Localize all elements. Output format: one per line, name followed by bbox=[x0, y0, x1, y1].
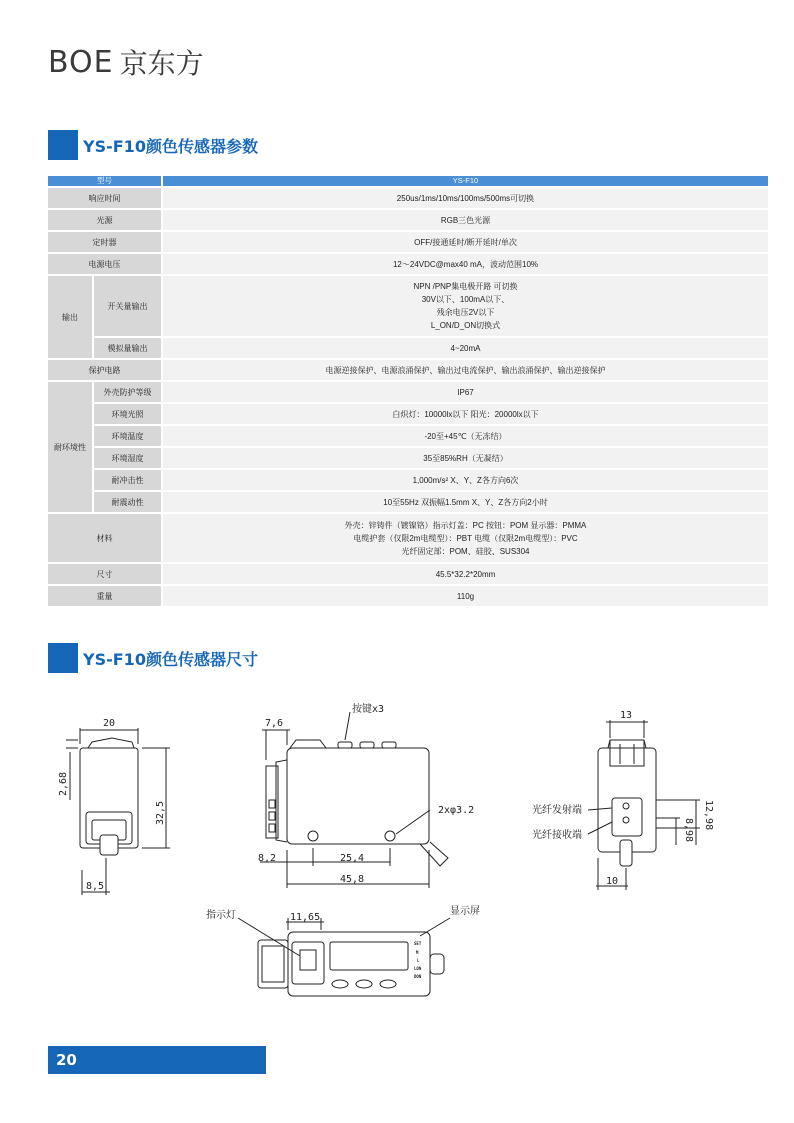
spec-label: 重量 bbox=[48, 586, 161, 606]
spec-value: 10至55Hz 双振幅1.5mm X、Y、Z各方向2小时 bbox=[163, 492, 768, 512]
dim-side-b: 25,4 bbox=[340, 853, 365, 864]
back-view-drawing bbox=[588, 720, 700, 890]
section-heading-params bbox=[48, 130, 258, 160]
table-row bbox=[48, 448, 768, 468]
spec-value-line: 外壳：锌铸件（镀镍铬）指示灯盖：PC 按钮：POM 显示器：PMMA bbox=[344, 520, 587, 530]
key-label: LON bbox=[414, 966, 422, 971]
key-label: SET bbox=[414, 941, 422, 946]
label-holes: 2xφ3.2 bbox=[438, 805, 475, 816]
dim-back-width: 13 bbox=[620, 710, 633, 721]
label-fiber-emit: 光纤发射端 bbox=[532, 805, 582, 816]
spec-value: 110g bbox=[163, 586, 768, 606]
key-label: DON bbox=[414, 974, 422, 979]
dim-front-width: 20 bbox=[103, 718, 116, 729]
spec-value: 250us/1ms/10ms/100ms/500ms可切换 bbox=[163, 188, 768, 208]
spec-value bbox=[163, 276, 768, 336]
spec-value: 35至85%RH（无凝结） bbox=[163, 448, 768, 468]
brand-logo bbox=[48, 44, 204, 80]
spec-value: 4~20mA bbox=[163, 338, 768, 358]
spec-value: 电源逆接保护、电源浪涌保护、输出过电流保护、输出浪涌保护、输出逆接保护 bbox=[163, 360, 768, 380]
spec-sublabel: 耐震动性 bbox=[94, 492, 161, 512]
label-fiber-recv: 光纤接收端 bbox=[532, 830, 582, 841]
label-display: 显示屏 bbox=[450, 906, 480, 917]
table-row bbox=[48, 338, 768, 358]
spec-value-line: 残余电压2V以下 bbox=[436, 308, 495, 317]
spec-value: RGB三色光源 bbox=[163, 210, 768, 230]
spec-label: 尺寸 bbox=[48, 564, 161, 584]
table-row bbox=[48, 276, 768, 336]
table-row bbox=[48, 188, 768, 208]
dimension-drawings bbox=[0, 680, 794, 1010]
dim-side-t: 7,6 bbox=[265, 718, 284, 729]
dim-back-bottom: 10 bbox=[606, 876, 619, 887]
spec-value: IP67 bbox=[163, 382, 768, 402]
dim-side-c: 45,8 bbox=[340, 874, 365, 885]
top-view-drawing bbox=[238, 918, 450, 996]
section-marker bbox=[48, 643, 78, 673]
spec-sublabel: 开关量输出 bbox=[94, 276, 161, 336]
spec-label: 光源 bbox=[48, 210, 161, 230]
table-row bbox=[48, 514, 768, 562]
table-row bbox=[48, 470, 768, 490]
table-row bbox=[48, 360, 768, 380]
dim-top-d: 11,65 bbox=[290, 912, 321, 923]
label-buttons: 按键x3 bbox=[352, 704, 385, 715]
spec-header-row bbox=[48, 176, 768, 186]
spec-label: 保护电路 bbox=[48, 360, 161, 380]
spec-sublabel: 外壳防护等级 bbox=[94, 382, 161, 402]
spec-label: 耐环境性 bbox=[48, 382, 92, 512]
spec-value-line: 30V以下、100mA以下、 bbox=[421, 295, 510, 304]
spec-sublabel: 模拟量输出 bbox=[94, 338, 161, 358]
section-heading-dims bbox=[48, 643, 258, 673]
dim-front-top: 2,68 bbox=[58, 771, 69, 796]
spec-value: 白炽灯：10000lx以下 阳光：20000lx以下 bbox=[163, 404, 768, 424]
brand-logo-cn: 京东方 bbox=[119, 47, 204, 80]
spec-header-value: YS-F10 bbox=[163, 176, 768, 186]
table-row bbox=[48, 232, 768, 252]
table-row bbox=[48, 492, 768, 512]
spec-label: 电源电压 bbox=[48, 254, 161, 274]
brand-logo-en: BOE bbox=[48, 44, 114, 80]
spec-sublabel: 环境温度 bbox=[94, 426, 161, 446]
dim-back-h1: 12,98 bbox=[703, 800, 714, 831]
spec-value-line: NPN /PNP集电极开路 可切换 bbox=[413, 282, 518, 291]
spec-label: 材料 bbox=[48, 514, 161, 562]
spec-value: 12～24VDC@max40 mA，波动范围10% bbox=[163, 254, 768, 274]
spec-value bbox=[163, 514, 768, 562]
spec-header-label: 型号 bbox=[48, 176, 161, 186]
spec-value-line: L_ON/D_ON切换式 bbox=[430, 321, 501, 330]
dim-side-a: 8,2 bbox=[258, 853, 277, 864]
dim-back-h2: 8,98 bbox=[683, 818, 694, 843]
table-row bbox=[48, 404, 768, 424]
spec-sublabel: 环境光照 bbox=[94, 404, 161, 424]
table-row bbox=[48, 382, 768, 402]
key-label: M bbox=[416, 950, 419, 955]
table-row bbox=[48, 426, 768, 446]
spec-value: OFF/接通延时/断开延时/单次 bbox=[163, 232, 768, 252]
spec-value: -20至+45℃（无冻结） bbox=[163, 426, 768, 446]
table-row bbox=[48, 586, 768, 606]
spec-value: 1,000m/s² X、Y、Z各方向6次 bbox=[163, 470, 768, 490]
section-title-params: YS-F10颜色传感器参数 bbox=[83, 136, 258, 156]
table-row bbox=[48, 210, 768, 230]
spec-label: 响应时间 bbox=[48, 188, 161, 208]
spec-value-line: 光纤固定部：POM、硅胶、SUS304 bbox=[401, 546, 530, 556]
label-indicator: 指示灯 bbox=[206, 910, 236, 921]
key-label: L bbox=[417, 958, 420, 963]
spec-label: 输出 bbox=[48, 276, 92, 358]
page-number: 20 bbox=[48, 1046, 266, 1074]
spec-table bbox=[46, 174, 770, 608]
spec-value-line: 电缆护套（仅限2m电缆型）：PBT 电缆（仅限2m电缆型）：PVC bbox=[353, 533, 578, 543]
top-key-labels bbox=[414, 941, 422, 979]
section-title-dims: YS-F10颜色传感器尺寸 bbox=[83, 649, 258, 669]
spec-value: 45.5*32.2*20mm bbox=[163, 564, 768, 584]
dim-front-bottom: 8,5 bbox=[86, 881, 105, 892]
table-row bbox=[48, 254, 768, 274]
section-marker bbox=[48, 130, 78, 160]
dim-front-height: 32,5 bbox=[155, 800, 166, 825]
spec-sublabel: 耐冲击性 bbox=[94, 470, 161, 490]
spec-label: 定时器 bbox=[48, 232, 161, 252]
spec-sublabel: 环境湿度 bbox=[94, 448, 161, 468]
table-row bbox=[48, 564, 768, 584]
